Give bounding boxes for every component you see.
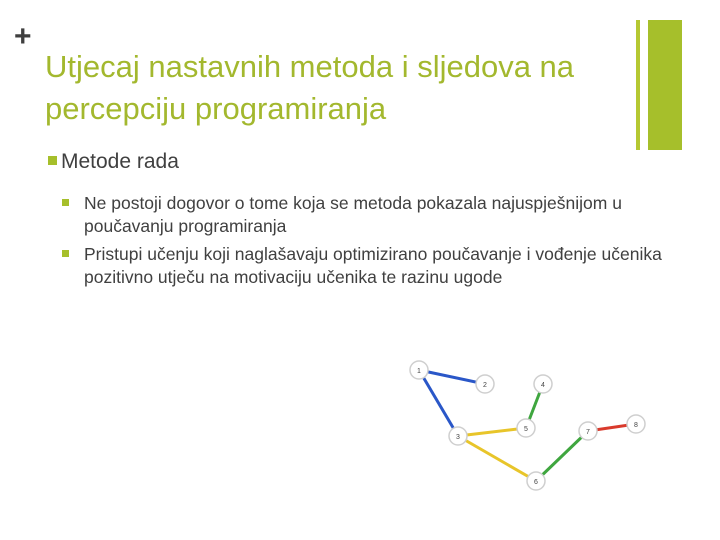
bullet-square-icon (62, 199, 69, 206)
level1-label: Metode rada (61, 150, 179, 173)
graph-node (527, 472, 545, 490)
graph-edge (458, 436, 536, 481)
graph-diagram (400, 355, 660, 495)
svg-text:4: 4 (541, 382, 545, 389)
list-item (62, 243, 662, 289)
slide-plus-mark: + (14, 20, 32, 53)
graph-edge (419, 370, 458, 436)
bullet-text: Ne postoji dogovor o tome koja se metoda pokazala najuspješnijom u poučavanju programiranja (84, 193, 622, 236)
graph-node (449, 427, 467, 445)
graph-node (517, 419, 535, 437)
slide-title: Utjecaj nastavnih metoda i sljedova na percepciju programiranja (45, 49, 575, 126)
svg-text:7: 7 (586, 429, 590, 436)
graph-node (627, 415, 645, 433)
svg-text:1: 1 (417, 368, 421, 375)
bullet-square-icon (48, 156, 57, 165)
graph-edge (458, 428, 526, 436)
bullet-list (62, 192, 662, 294)
svg-text:3: 3 (456, 434, 460, 441)
bullet-square-icon (62, 250, 69, 257)
graph-node (534, 375, 552, 393)
graph-node (410, 361, 428, 379)
list-item (62, 192, 662, 238)
svg-text:5: 5 (524, 426, 528, 433)
graph-edge (419, 370, 485, 384)
svg-text:2: 2 (483, 382, 487, 389)
graph-node (476, 375, 494, 393)
graph-edge (536, 431, 588, 481)
svg-text:6: 6 (534, 479, 538, 486)
accent-bar-thin (636, 20, 640, 150)
svg-text:8: 8 (634, 422, 638, 429)
graph-node (579, 422, 597, 440)
accent-bar-thick (648, 20, 682, 150)
bullet-text: Pristupi učenju koji naglašavaju optimizirano poučavanje i vođenje učenika pozitivno utječu na motivaciju učenika te razinu ugode (84, 244, 662, 287)
level1-item (48, 150, 179, 174)
